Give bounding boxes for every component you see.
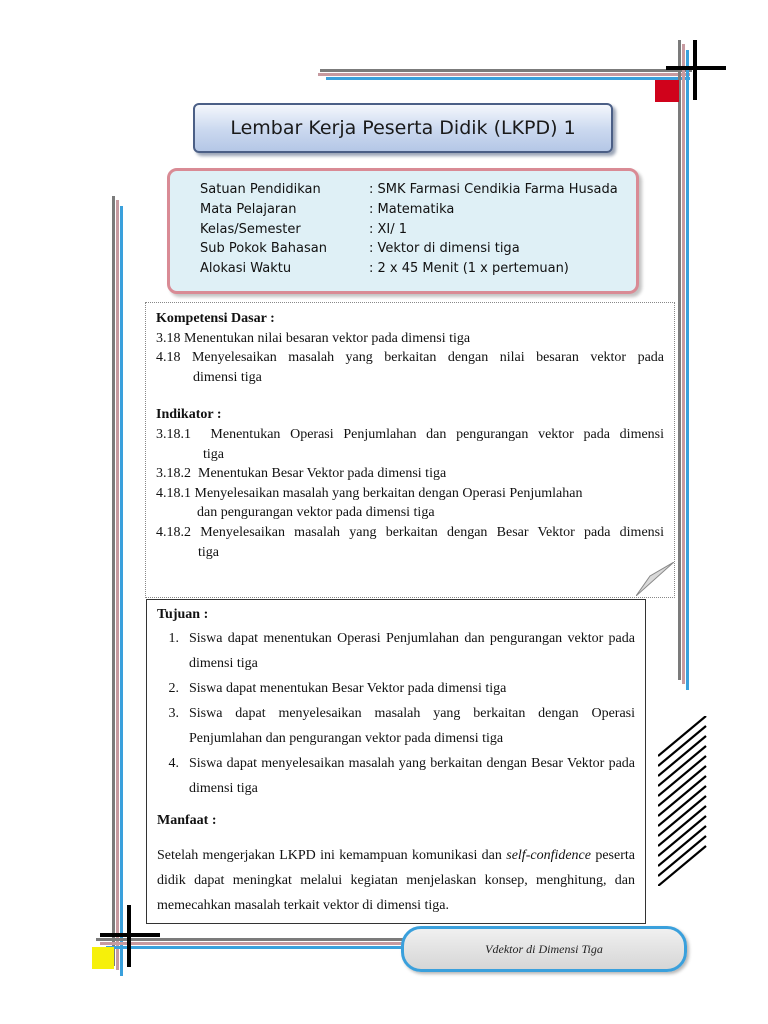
indikator-item: 4.18.2 Menyelesaikan masalah yang berkaitan dengan Besar Vektor pada dimensi bbox=[156, 524, 664, 540]
info-table bbox=[200, 180, 618, 279]
crosshair-bottom-v bbox=[127, 905, 131, 967]
kompetensi-heading: Kompetensi Dasar : bbox=[156, 311, 275, 326]
footer-label bbox=[401, 926, 687, 972]
frame-line-right-blue bbox=[686, 50, 689, 690]
info-value: : XI/ 1 bbox=[369, 221, 408, 237]
yellow-square bbox=[92, 947, 114, 969]
frame-line-top-shadow bbox=[320, 69, 692, 72]
page-fold-corner bbox=[636, 562, 674, 596]
red-square bbox=[655, 80, 679, 102]
info-value: : Vektor di dimensi tiga bbox=[369, 241, 520, 257]
indikator-item: 3.18.2 Menentukan Besar Vektor pada dimensi tiga bbox=[156, 466, 447, 482]
info-label: Satuan Pendidikan bbox=[200, 182, 321, 197]
kompetensi-item: 3.18 Menentukan nilai besaran vektor pada dimensi tiga bbox=[156, 330, 471, 346]
indikator-item: 3.18.1 Menentukan Operasi Penjumlahan dan pengurangan vektor pada dimensi bbox=[156, 426, 665, 442]
list-item: 4. Siswa dapat menyelesaikan masalah yang berkaitan dengan Besar Vektor pada dimensi tiga bbox=[168, 756, 635, 796]
manfaat-text: Setelah mengerjakan LKPD ini kemampuan komunikasi dan self-confidence peserta didik dapat meningkat melalui kegiatan menjelaskan konsep, menghitung, dan memecahkan masalah terkait vektor di dimensi tiga. bbox=[157, 848, 635, 913]
tujuan-heading: Tujuan : bbox=[157, 607, 209, 622]
info-box bbox=[167, 168, 639, 294]
info-label: Kelas/Semester bbox=[200, 221, 301, 237]
frame-line-right-rose bbox=[682, 44, 685, 684]
page-title: Lembar Kerja Peserta Didik (LKPD) 1 bbox=[230, 117, 576, 139]
indikator-item-cont: dan pengurangan vektor pada dimensi tiga bbox=[197, 505, 435, 521]
info-value: : 2 x 45 Menit (1 x pertemuan) bbox=[369, 261, 569, 277]
kompetensi-item: 4.18 Menyelesaikan masalah yang berkaitan dengan nilai besaran vektor pada bbox=[156, 350, 664, 366]
info-row bbox=[200, 220, 618, 240]
info-label: Alokasi Waktu bbox=[200, 261, 292, 277]
kompetensi-box bbox=[145, 302, 675, 598]
info-value: : Matematika bbox=[369, 201, 455, 217]
indikator-item-cont: tiga bbox=[203, 446, 224, 462]
kompetensi-item-cont: dimensi tiga bbox=[193, 369, 262, 385]
info-row bbox=[200, 259, 618, 279]
info-row bbox=[200, 180, 618, 200]
tujuan-box bbox=[146, 599, 646, 924]
info-label: Sub Pokok Bahasan bbox=[200, 241, 327, 257]
kompetensi-content bbox=[156, 309, 664, 562]
crosshair-top-v bbox=[693, 40, 697, 100]
frame-line-top-rose bbox=[318, 73, 690, 76]
hatch-decoration bbox=[658, 716, 708, 886]
frame-line-left-blue bbox=[120, 206, 123, 976]
indikator-item-cont: tiga bbox=[198, 544, 219, 560]
indikator-heading: Indikator : bbox=[156, 407, 222, 423]
frame-line-bottom-rose bbox=[100, 942, 411, 945]
frame-line-bottom-shadow bbox=[96, 938, 411, 941]
tujuan-content bbox=[157, 604, 635, 918]
list-item: 1. Siswa dapat menentukan Operasi Penjumlahan dan pengurangan vektor pada dimensi tiga bbox=[168, 631, 635, 671]
frame-line-left-rose bbox=[116, 200, 119, 970]
list-item: 3. Siswa dapat menyelesaikan masalah yang berkaitan dengan Operasi Penjumlahan dan pengurangan vektor pada dimensi tiga bbox=[168, 706, 635, 746]
list-item: 2. Siswa dapat menentukan Besar Vektor pada dimensi tiga bbox=[168, 681, 507, 696]
info-value: : SMK Farmasi Cendikia Farma Husada bbox=[369, 182, 618, 197]
info-row bbox=[200, 200, 618, 220]
footer-text: Vdektor di Dimensi Tiga bbox=[485, 941, 603, 956]
info-label: Mata Pelajaran bbox=[200, 201, 297, 217]
tujuan-list bbox=[157, 626, 635, 801]
frame-line-top-blue bbox=[326, 77, 690, 80]
info-row bbox=[200, 239, 618, 259]
frame-line-right-shadow bbox=[678, 40, 681, 680]
title-banner bbox=[193, 103, 613, 153]
frame-line-left-shadow bbox=[112, 196, 115, 966]
manfaat-heading: Manfaat : bbox=[157, 813, 217, 828]
indikator-item: 4.18.1 Menyelesaikan masalah yang berkaitan dengan Operasi Penjumlahan bbox=[156, 485, 583, 501]
frame-line-bottom-blue bbox=[106, 946, 411, 949]
